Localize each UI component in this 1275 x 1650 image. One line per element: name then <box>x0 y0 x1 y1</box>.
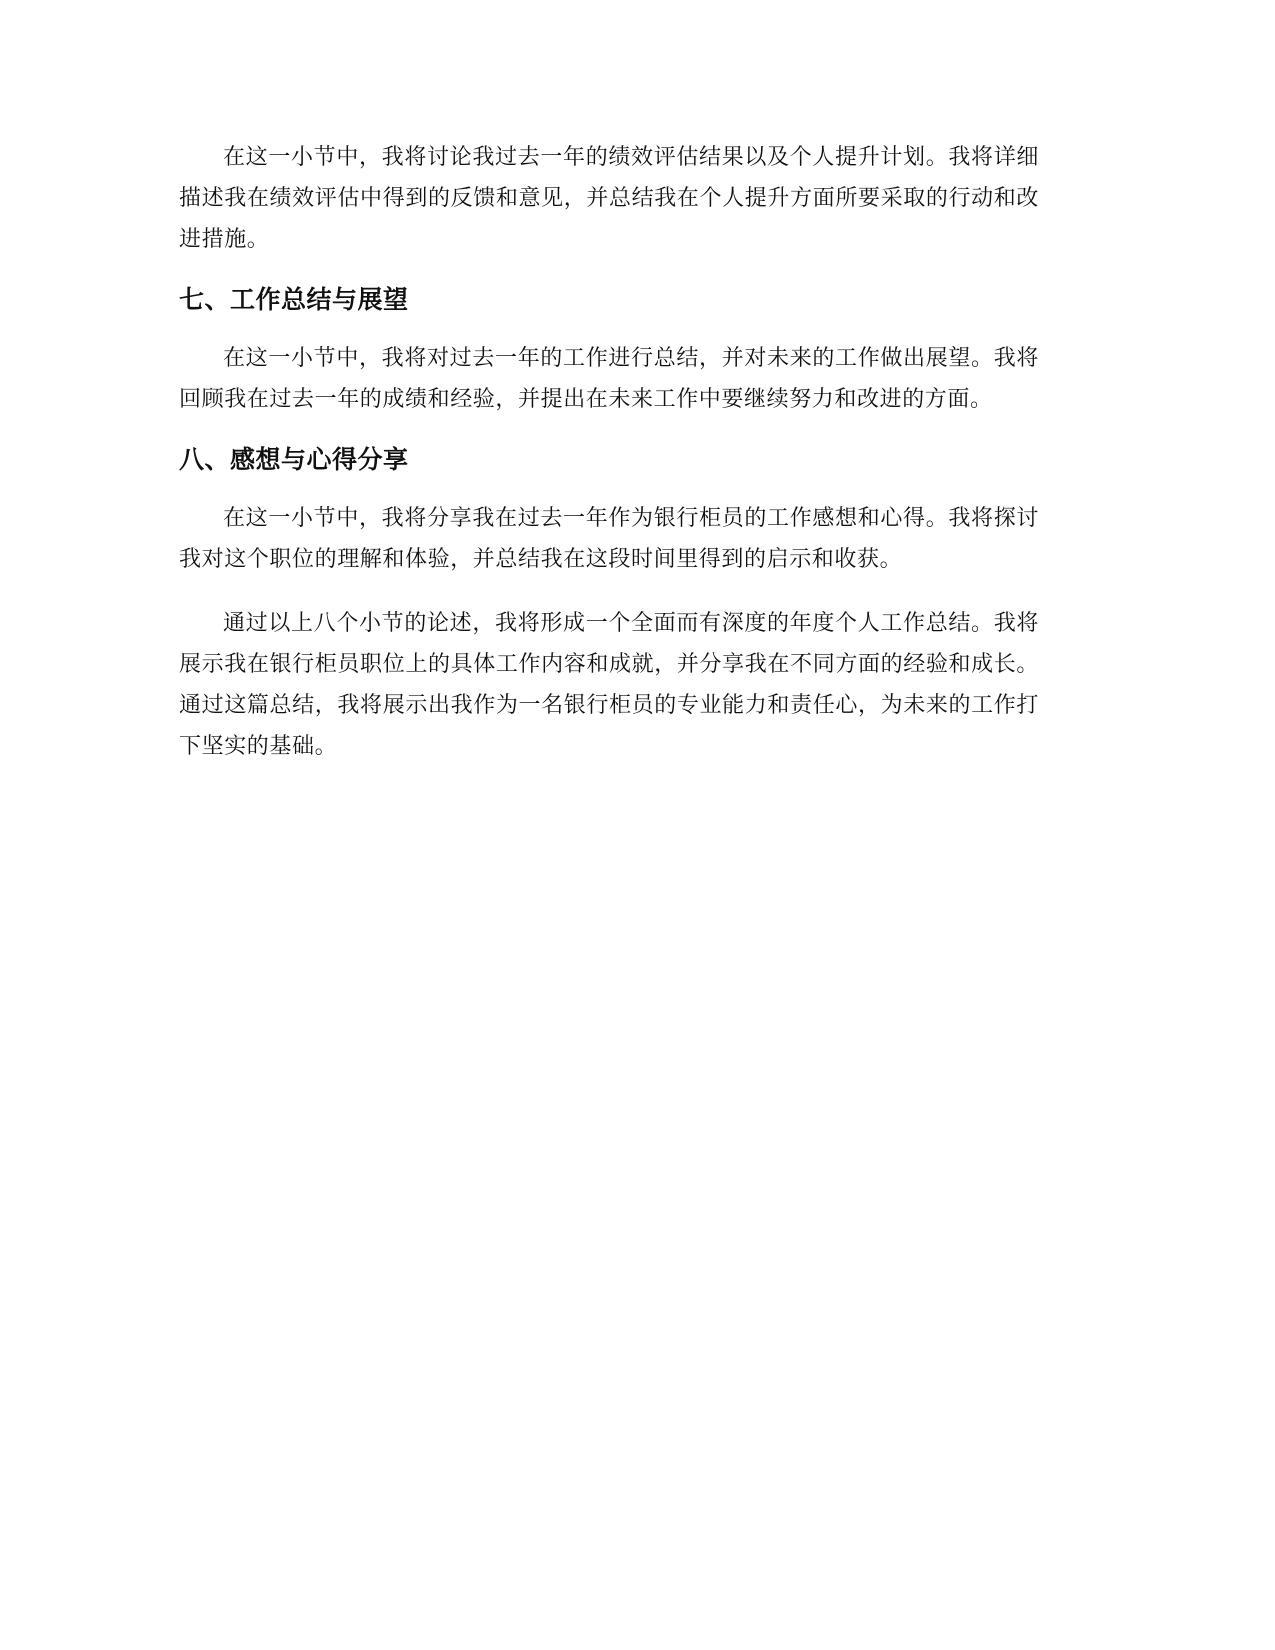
closing-paragraph: 通过以上八个小节的论述，我将形成一个全面而有深度的年度个人工作总结。我将展示我在银行柜员职位上的具体工作内容和成就，并分享我在不同方面的经验和成长。通过这篇总结，我将展示出我作为一名银行柜员的专业能力和责任心，为未来的工作打下坚实的基础。 <box>179 611 1039 759</box>
section-8-heading: 八、感想与心得分享 <box>179 445 409 474</box>
intro-paragraph: 在这一小节中，我将讨论我过去一年的绩效评估结果以及个人提升计划。我将详细描述我在绩效评估中得到的反馈和意见，并总结我在个人提升方面所要采取的行动和改进措施。 <box>179 145 1039 252</box>
section-8-paragraph: 在这一小节中，我将分享我在过去一年作为银行柜员的工作感想和心得。我将探讨我对这个职位的理解和体验，并总结我在这段时间里得到的启示和收获。 <box>179 506 1039 572</box>
section-7-paragraph: 在这一小节中，我将对过去一年的工作进行总结，并对未来的工作做出展望。我将回顾我在过去一年的成绩和经验，并提出在未来工作中要继续努力和改进的方面。 <box>179 346 1039 412</box>
document-page <box>179 137 1039 790</box>
section-7-heading: 七、工作总结与展望 <box>179 285 409 314</box>
